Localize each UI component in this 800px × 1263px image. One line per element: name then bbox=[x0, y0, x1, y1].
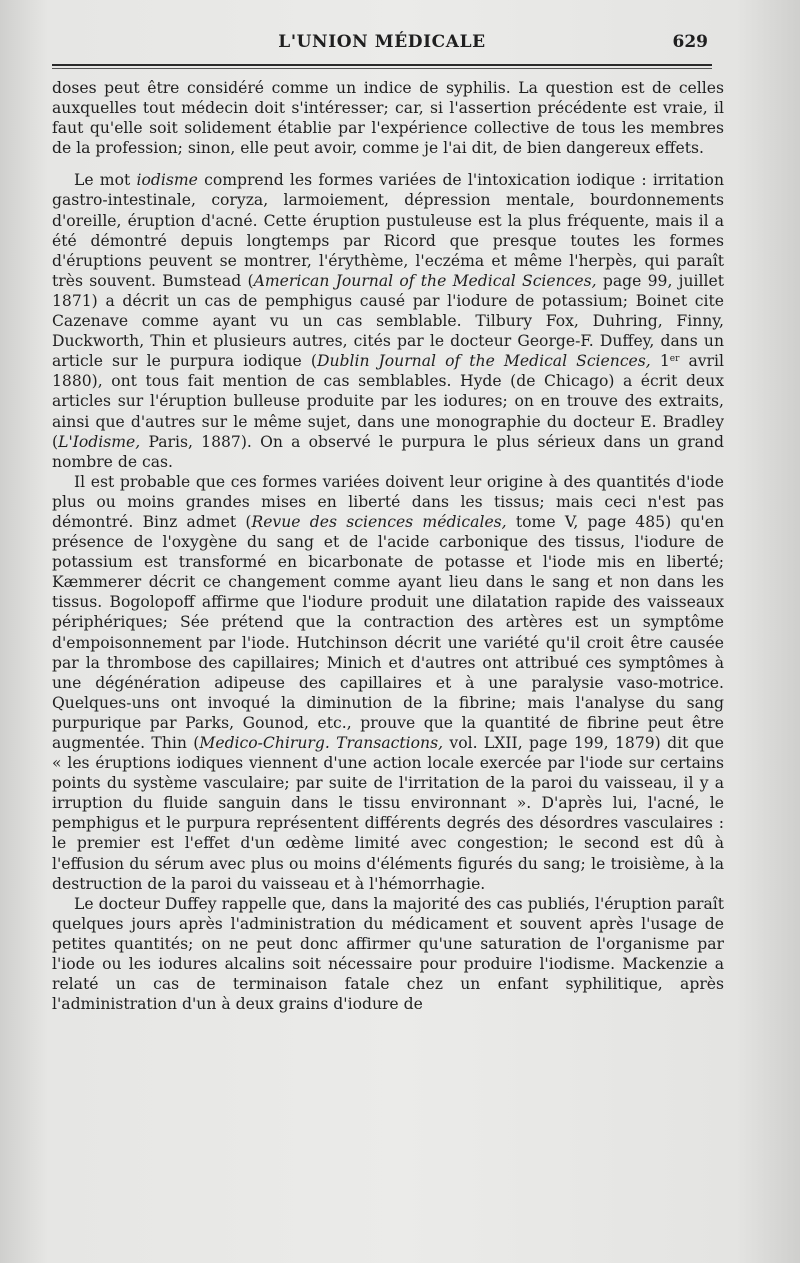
header-rule bbox=[52, 64, 712, 66]
text-run: vol. LXII, page 199, 1879) dit que « les éruptions iodiques viennent d'une action locale exercée par l'iode sur certains points du système vasculaire; par suite de l'irritation de la paroi du vaisseau, il y a irruption du fluide sanguin dans le tissu environnant ». D'après lui, l'acné, le pemphigus et le purpura représentent différents degrés des désordres vasculaires : le premier est l'effet d'un œdème limité avec congestion; le second est dû à l'effusion du sérum avec plus ou moins d'éléments figurés du sang; le troisième, à la destruction de la paroi du vaisseau et à l'hémorrhagie. bbox=[52, 734, 724, 893]
book-citation: L'Iodisme, bbox=[58, 432, 141, 451]
page-header bbox=[52, 32, 712, 60]
journal-citation: Revue des sciences médicales, bbox=[251, 512, 507, 531]
page-number: 629 bbox=[672, 32, 708, 52]
italic-term: iodisme bbox=[136, 171, 198, 190]
text-run: Paris, 1887). On a observé le purpura le plus sérieux dans un grand nombre de cas. bbox=[52, 432, 724, 471]
ordinal-superscript: er bbox=[669, 354, 680, 365]
text-run: avril 1880), ont tous fait mention de cas semblables. Hyde (de Chicago) a écrit deux articles sur l'éruption bulleuse produite par les iodures; on en trouve des extraits, ainsi que d'autres sur le même sujet, dans une monographie du docteur E. Bradley ( bbox=[52, 352, 724, 451]
text-run: Le mot bbox=[74, 171, 137, 190]
journal-citation: Dublin Journal of the Medical Sciences, bbox=[316, 352, 651, 371]
text-run: 1 bbox=[650, 352, 670, 371]
journal-citation: American Journal of the Medical Sciences, bbox=[253, 271, 597, 290]
journal-citation: Medico-Chirurg. Transactions, bbox=[199, 734, 444, 752]
text-run: page 99, juillet 1871) a décrit un cas de pemphigus causé par l'iodure de potassium; Boinet cite Cazenave comme ayant vu un cas semblable. Tilbury Fox, Duhring, Finny, Duckworth, Thin et plusieurs autres, cités par le docteur George-F. Duffey, dans un article sur le purpura iodique ( bbox=[52, 271, 724, 371]
paragraph-1: doses peut être considéré comme un indice de syphilis. La question est de celles auxquelles tout médecin doit s'intéresser; car, si l'assertion précédente est vraie, il faut qu'elle soit solidement établie par l'expérience collective de tous les membres de la profession; sinon, elle peut avoir, comme je l'ai dit, de bien dangereux effets. bbox=[52, 79, 724, 158]
paragraph-4: Le docteur Duffey rappelle que, dans la majorité des cas publiés, l'éruption paraît quelques jours après l'administration du médicament et souvent après l'usage de petites quantités; on ne peut donc affirmer qu'une saturation de l'organisme par l'iode ou les iodures alcalins soit nécessaire pour produire l'iodisme. Mackenzie a relaté un cas de terminaison fatale chez un enfant syphilitique, après l'administration d'un à deux grains d'iodure de bbox=[52, 894, 724, 1014]
paragraph-2 bbox=[52, 170, 724, 471]
header-rule-thin bbox=[52, 68, 712, 69]
running-head: L'UNION MÉDICALE bbox=[278, 32, 486, 52]
paragraph-3 bbox=[52, 472, 724, 894]
text-run: tome V, page 485) qu'en présence de l'oxygène du sang et de l'acide carbonique des tissus, l'iodure de potassium est transformé en bicarbonate de potasse et l'iode mis en liberté; Kæmmerer décrit ce changement comme ayant lieu dans le sang et non dans les tissus. Bogolopoff affirme que l'iodure produit une dilatation rapide des vaisseaux périphériques; Sée prétend que la contraction des artères est un symptôme d'empoisonnement par l'iode. Hutchinson décrit une variété qu'il croit être causée par la thrombose des capillaires; Minich et d'autres ont attribué ces symptômes à une dégénération adipeuse des capillaires et à une paralysie vaso-motrice. Quelques-uns ont invoqué la diminution de la fibrine; mais l'analyse du sang purpurique par Parks, Gounod, etc., prouve que la quantité de fibrine peut être augmentée. Thin ( bbox=[52, 512, 724, 752]
text-run: comprend les formes variées de l'intoxication iodique : irritation gastro-intestinale, coryza, larmoiement, dépression mentale, bourdonnements d'oreille, éruption d'acné. Cette éruption pustuleuse est la plus fréquente, mais il a été démontré depuis longtemps par Ricord que presque toutes les formes d'éruptions peuvent se montrer, l'érythème, l'eczéma et même l'herpès, qui paraît très souvent. Bumstead ( bbox=[52, 171, 724, 290]
text-run: Il est probable que ces formes variées doivent leur origine à des quantités d'iode plus ou moins grandes mises en liberté dans les tissus; mais ceci n'est pas démontré. Binz admet ( bbox=[52, 472, 724, 531]
body-text bbox=[52, 78, 724, 1014]
